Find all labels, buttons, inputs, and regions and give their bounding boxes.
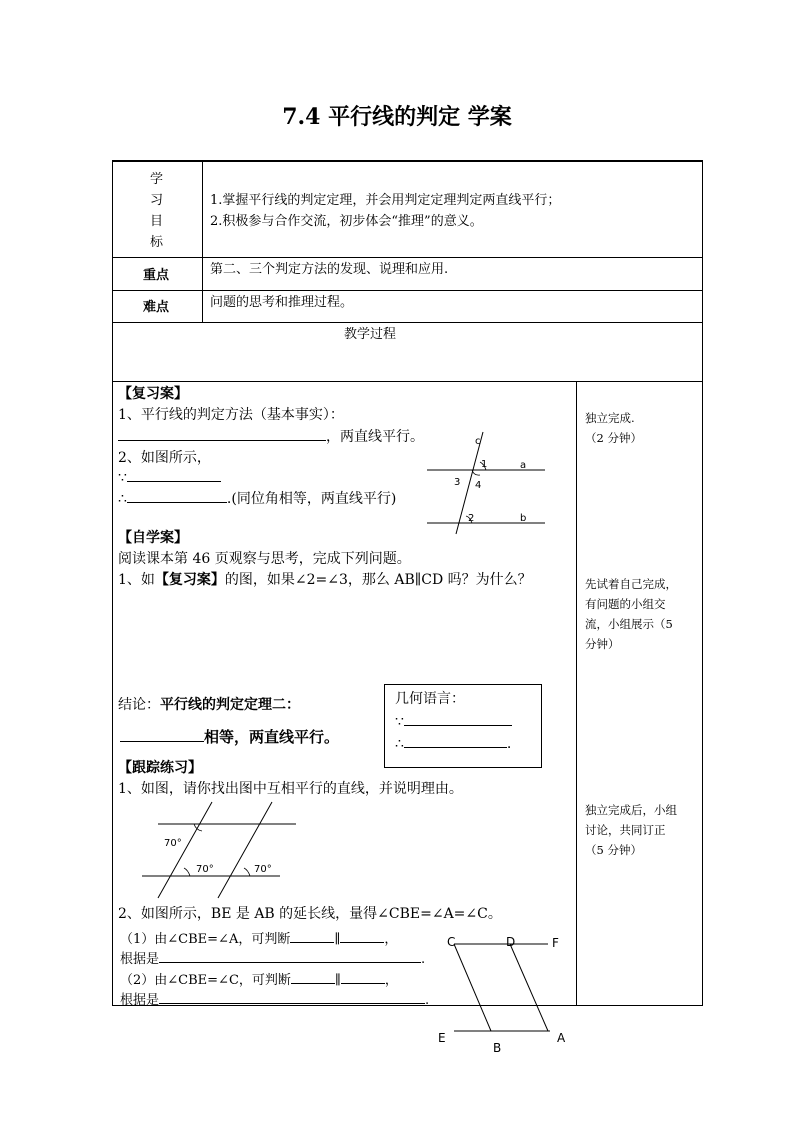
answer-blank[interactable]: [118, 428, 326, 441]
point-c: C: [447, 935, 456, 949]
objective-label-3: 目: [150, 214, 164, 229]
left-transversal: [158, 802, 212, 898]
review-q1-tail: ，两直线平行。: [326, 429, 424, 445]
answer-blank[interactable]: [290, 930, 334, 943]
objective-label-2: 习: [150, 193, 164, 208]
geometry-language-box: [384, 684, 542, 768]
therefore-symbol: ∴: [395, 736, 404, 752]
process-title: 教学过程: [344, 327, 397, 342]
answer-blank[interactable]: [159, 991, 425, 1004]
review-q1-line: [118, 428, 424, 445]
note-line: 有问题的小组交: [585, 597, 666, 611]
point-b: B: [493, 1041, 502, 1055]
angle-arc: [184, 868, 190, 876]
conclusion-line: [118, 697, 300, 713]
q2-1-text: （1）由∠CBE=∠A，可判断: [120, 932, 291, 947]
angle-70-diagram: [138, 800, 308, 900]
conclusion-theorem: 平行线的判定定理二：: [160, 697, 300, 713]
label-angle-3: 3: [454, 477, 461, 488]
q1-prefix: 1、如: [118, 572, 155, 588]
practice-note: [585, 800, 697, 860]
therefore-symbol: ∴: [118, 491, 127, 507]
answer-blank[interactable]: [291, 971, 335, 984]
note-line: 独立完成后，小组: [585, 803, 677, 817]
angle-arc: [244, 868, 250, 876]
note-line: 分钟）: [585, 637, 620, 651]
comma: ，: [384, 932, 398, 947]
self-study-intro: 阅读课本第 46 页观察与思考，完成下列问题。: [118, 551, 411, 567]
note-line: 独立完成.: [585, 411, 635, 425]
practice-q2-2: [120, 971, 398, 988]
label-c: c: [475, 436, 481, 447]
difficulty-label: 难点: [143, 300, 170, 315]
objective-2: 2.积极参与合作交流，初步体会“推理”的意义。: [210, 214, 483, 229]
note-line: （5 分钟）: [585, 843, 642, 857]
difficulty-text: 问题的思考和推理过程。: [210, 295, 354, 310]
line-cb: [454, 944, 491, 1031]
note-line: （2 分钟）: [585, 431, 642, 445]
point-e: E: [438, 1031, 446, 1045]
box-dot: .: [506, 736, 512, 752]
review-because-line: [118, 469, 221, 486]
conclusion-statement: [120, 727, 339, 746]
practice-heading: 【跟踪练习】: [118, 760, 202, 776]
angle-label-bottom-left: 70°: [196, 864, 214, 875]
label-b: b: [520, 513, 527, 524]
q1-bold-ref: 【复习案】: [154, 572, 225, 588]
review-q1: 1、平行线的判定方法（基本事实）：: [118, 407, 344, 423]
parallel-symbol: ∥: [334, 932, 341, 947]
label-a: a: [520, 460, 527, 471]
line-da: [510, 944, 548, 1031]
note-line: 讨论，共同订正: [585, 823, 666, 837]
angle-label-top: 70°: [164, 838, 182, 849]
because-symbol: ∵: [395, 714, 404, 730]
answer-blank[interactable]: [127, 490, 227, 503]
label-angle-1: 1: [481, 459, 488, 470]
answer-blank[interactable]: [404, 713, 512, 726]
box-title: 几何语言：: [395, 691, 465, 707]
q1-suffix: 的图，如果∠2=∠3，那么 AB∥CD 吗？为什么？: [224, 572, 532, 588]
basis-dot: .: [421, 952, 426, 967]
self-study-note: [585, 574, 697, 654]
practice-q2-2-basis: [120, 991, 429, 1008]
note-line: 先试着自己完成，: [585, 577, 677, 591]
practice-q1: 1、如图，请你找出图中互相平行的直线，并说明理由。: [118, 781, 463, 797]
self-study-heading: 【自学案】: [118, 530, 188, 546]
parallelogram-diagram: [430, 928, 575, 1058]
review-therefore-line: [118, 490, 396, 507]
answer-blank[interactable]: [341, 971, 385, 984]
point-a: A: [557, 1031, 566, 1045]
right-transversal: [218, 802, 272, 898]
parallel-symbol: ∥: [334, 973, 341, 988]
answer-blank[interactable]: [127, 469, 221, 482]
review-heading: 【复习案】: [118, 386, 188, 402]
review-reason: .(同位角相等，两直线平行): [226, 491, 397, 507]
objective-1: 1.掌握平行线的判定定理，并会用判定定理判定两直线平行；: [210, 193, 561, 208]
practice-q2-1-basis: [120, 950, 425, 967]
conclusion-tail: 相等，两直线平行。: [204, 728, 340, 746]
basis-label: 根据是: [120, 993, 160, 1008]
review-q2: 2、如图所示，: [118, 450, 211, 466]
answer-blank[interactable]: [340, 930, 384, 943]
comma: ，: [384, 973, 398, 988]
basis-label: 根据是: [120, 952, 160, 967]
answer-blank[interactable]: [404, 735, 507, 748]
objective-label-1: 学: [150, 172, 164, 187]
basis-dot: .: [425, 993, 430, 1008]
box-therefore-line: [395, 735, 511, 752]
self-study-q1: [118, 572, 532, 588]
page-title: 7.4 平行线的判定 学案: [282, 104, 512, 130]
because-symbol: ∵: [118, 470, 127, 486]
practice-q2-1: [120, 930, 397, 947]
key-text: 第二、三个判定方法的发现、说理和应用.: [210, 262, 449, 277]
practice-q2: 2、如图所示，BE 是 AB 的延长线，量得∠CBE=∠A=∠C。: [118, 906, 502, 922]
key-label: 重点: [143, 268, 170, 283]
point-d: D: [506, 935, 516, 949]
label-angle-2: 2: [468, 513, 475, 524]
conclusion-prefix: 结论：: [118, 697, 160, 713]
answer-blank[interactable]: [159, 950, 421, 963]
review-note: [585, 408, 695, 448]
label-angle-4: 4: [475, 480, 482, 491]
point-f: F: [552, 936, 559, 950]
angle-label-bottom-right: 70°: [254, 864, 272, 875]
note-line: 流，小组展示（5: [585, 617, 673, 631]
answer-blank[interactable]: [120, 727, 204, 742]
box-because-line: [395, 713, 512, 730]
objective-label-4: 标: [150, 235, 164, 250]
parallel-lines-diagram: [420, 428, 550, 538]
q2-2-text: （2）由∠CBE=∠C，可判断: [120, 973, 291, 988]
